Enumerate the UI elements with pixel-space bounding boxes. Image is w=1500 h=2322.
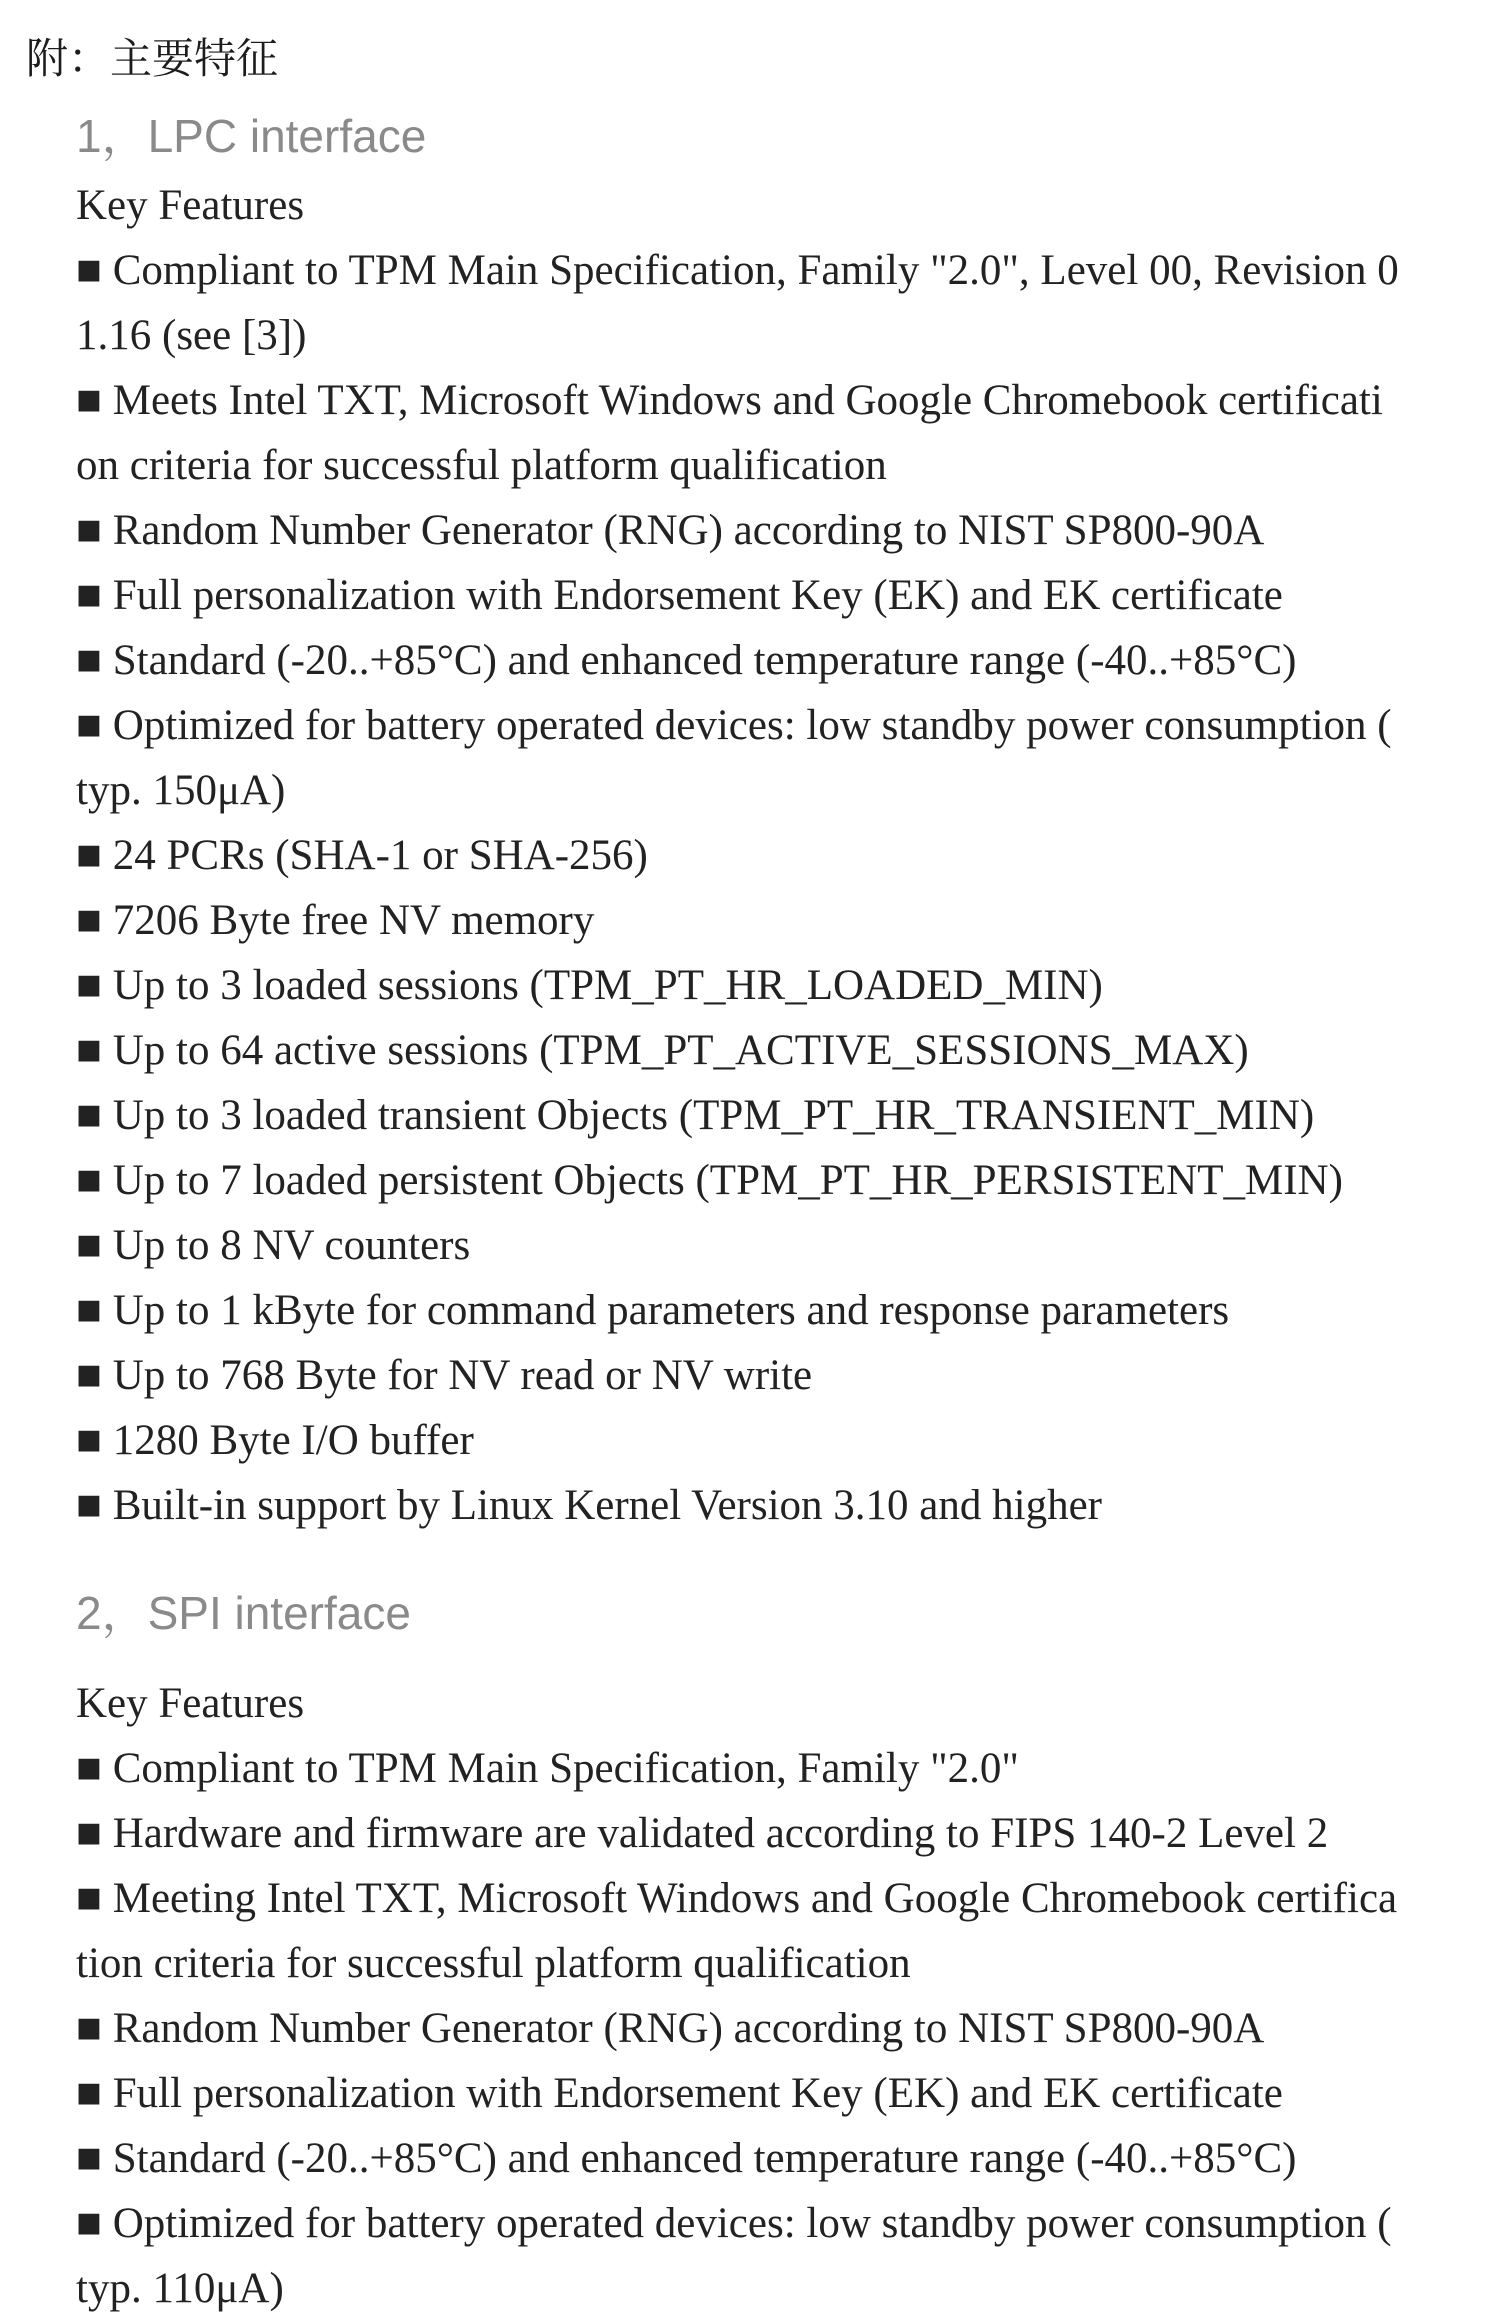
feature-text: ■ 7206 Byte free NV memory [76,897,595,944]
feature-text: ■ Up to 1 kByte for command parameters and response parameters [76,1287,1230,1334]
feature-text: ■ Up to 7 loaded persistent Objects (TPM_PT_HR_PERSISTENT_MIN) [76,1157,1343,1204]
feature-item [76,1343,1500,1408]
feature-text: ■ Compliant to TPM Main Specification, Family "2.0" [76,1745,1019,1792]
feature-item [76,238,1500,368]
section-subheading: Key Features [76,182,305,229]
feature-text: ■ Standard (-20..+85°C) and enhanced temperature range (-40..+85°C) [76,2135,1297,2182]
feature-text: ■ Optimized for battery operated devices: low standby power consumption ( [76,2200,1392,2247]
feature-text: ■ Up to 8 NV counters [76,1222,471,1269]
feature-item [76,888,1500,953]
feature-text: ■ Meets Intel TXT, Microsoft Windows and Google Chromebook certificati [76,377,1383,424]
feature-item [76,693,1500,823]
section-subheading: Key Features [76,1680,305,1727]
feature-item [76,628,1500,693]
feature-text: ■ Hardware and firmware are validated according to FIPS 140-2 Level 2 [76,1810,1329,1857]
feature-item [76,823,1500,888]
feature-text: ■ Random Number Generator (RNG) according to NIST SP800-90A [76,2005,1265,2052]
feature-item [76,498,1500,563]
feature-item [76,1473,1500,1538]
feature-item [76,1018,1500,1083]
section-spi-interface [76,1581,1500,2321]
feature-item [76,1866,1500,1996]
section-lpc-interface [76,104,1500,1538]
feature-text: ■ Random Number Generator (RNG) according to NIST SP800-90A [76,507,1265,554]
feature-item [76,1801,1500,1866]
section-heading: 2，SPI interface [76,1587,411,1639]
feature-item [76,1213,1500,1278]
feature-text: ■ Up to 3 loaded sessions (TPM_PT_HR_LOADED_MIN) [76,962,1103,1009]
feature-item [76,2191,1500,2321]
feature-text: ■ Full personalization with Endorsement Key (EK) and EK certificate [76,2070,1283,2117]
feature-item [76,2061,1500,2126]
feature-text: ■ Full personalization with Endorsement Key (EK) and EK certificate [76,572,1283,619]
feature-item [76,368,1500,498]
feature-item [76,1736,1500,1801]
feature-text: ■ Built-in support by Linux Kernel Version 3.10 and higher [76,1482,1102,1529]
feature-text: ■ 1280 Byte I/O buffer [76,1417,474,1464]
feature-text: ■ Up to 768 Byte for NV read or NV write [76,1352,813,1399]
page-title: 附：主要特征 [26,35,279,82]
section-heading: 1，LPC interface [76,110,427,162]
feature-text: ■ Meeting Intel TXT, Microsoft Windows and Google Chromebook certifica [76,1875,1398,1922]
feature-item [76,1083,1500,1148]
feature-item [76,953,1500,1018]
feature-item [76,1996,1500,2061]
feature-text-continued: 1.16 (see [3]) [76,312,307,359]
feature-item [76,1408,1500,1473]
feature-item [76,1278,1500,1343]
feature-item [76,563,1500,628]
feature-text: ■ Up to 64 active sessions (TPM_PT_ACTIVE_SESSIONS_MAX) [76,1027,1249,1074]
feature-item [76,1148,1500,1213]
feature-text: ■ Compliant to TPM Main Specification, Family "2.0", Level 00, Revision 0 [76,247,1399,294]
feature-text-continued: tion criteria for successful platform qualification [76,1940,911,1987]
feature-text: ■ Up to 3 loaded transient Objects (TPM_PT_HR_TRANSIENT_MIN) [76,1092,1315,1139]
feature-text-continued: typ. 110μA) [76,2265,284,2312]
feature-text: ■ Standard (-20..+85°C) and enhanced temperature range (-40..+85°C) [76,637,1297,684]
feature-item [76,2126,1500,2191]
feature-text: ■ 24 PCRs (SHA-1 or SHA-256) [76,832,648,879]
feature-text: ■ Optimized for battery operated devices: low standby power consumption ( [76,702,1392,749]
feature-text-continued: on criteria for successful platform qualification [76,442,887,489]
feature-text-continued: typ. 150μA) [76,767,286,814]
